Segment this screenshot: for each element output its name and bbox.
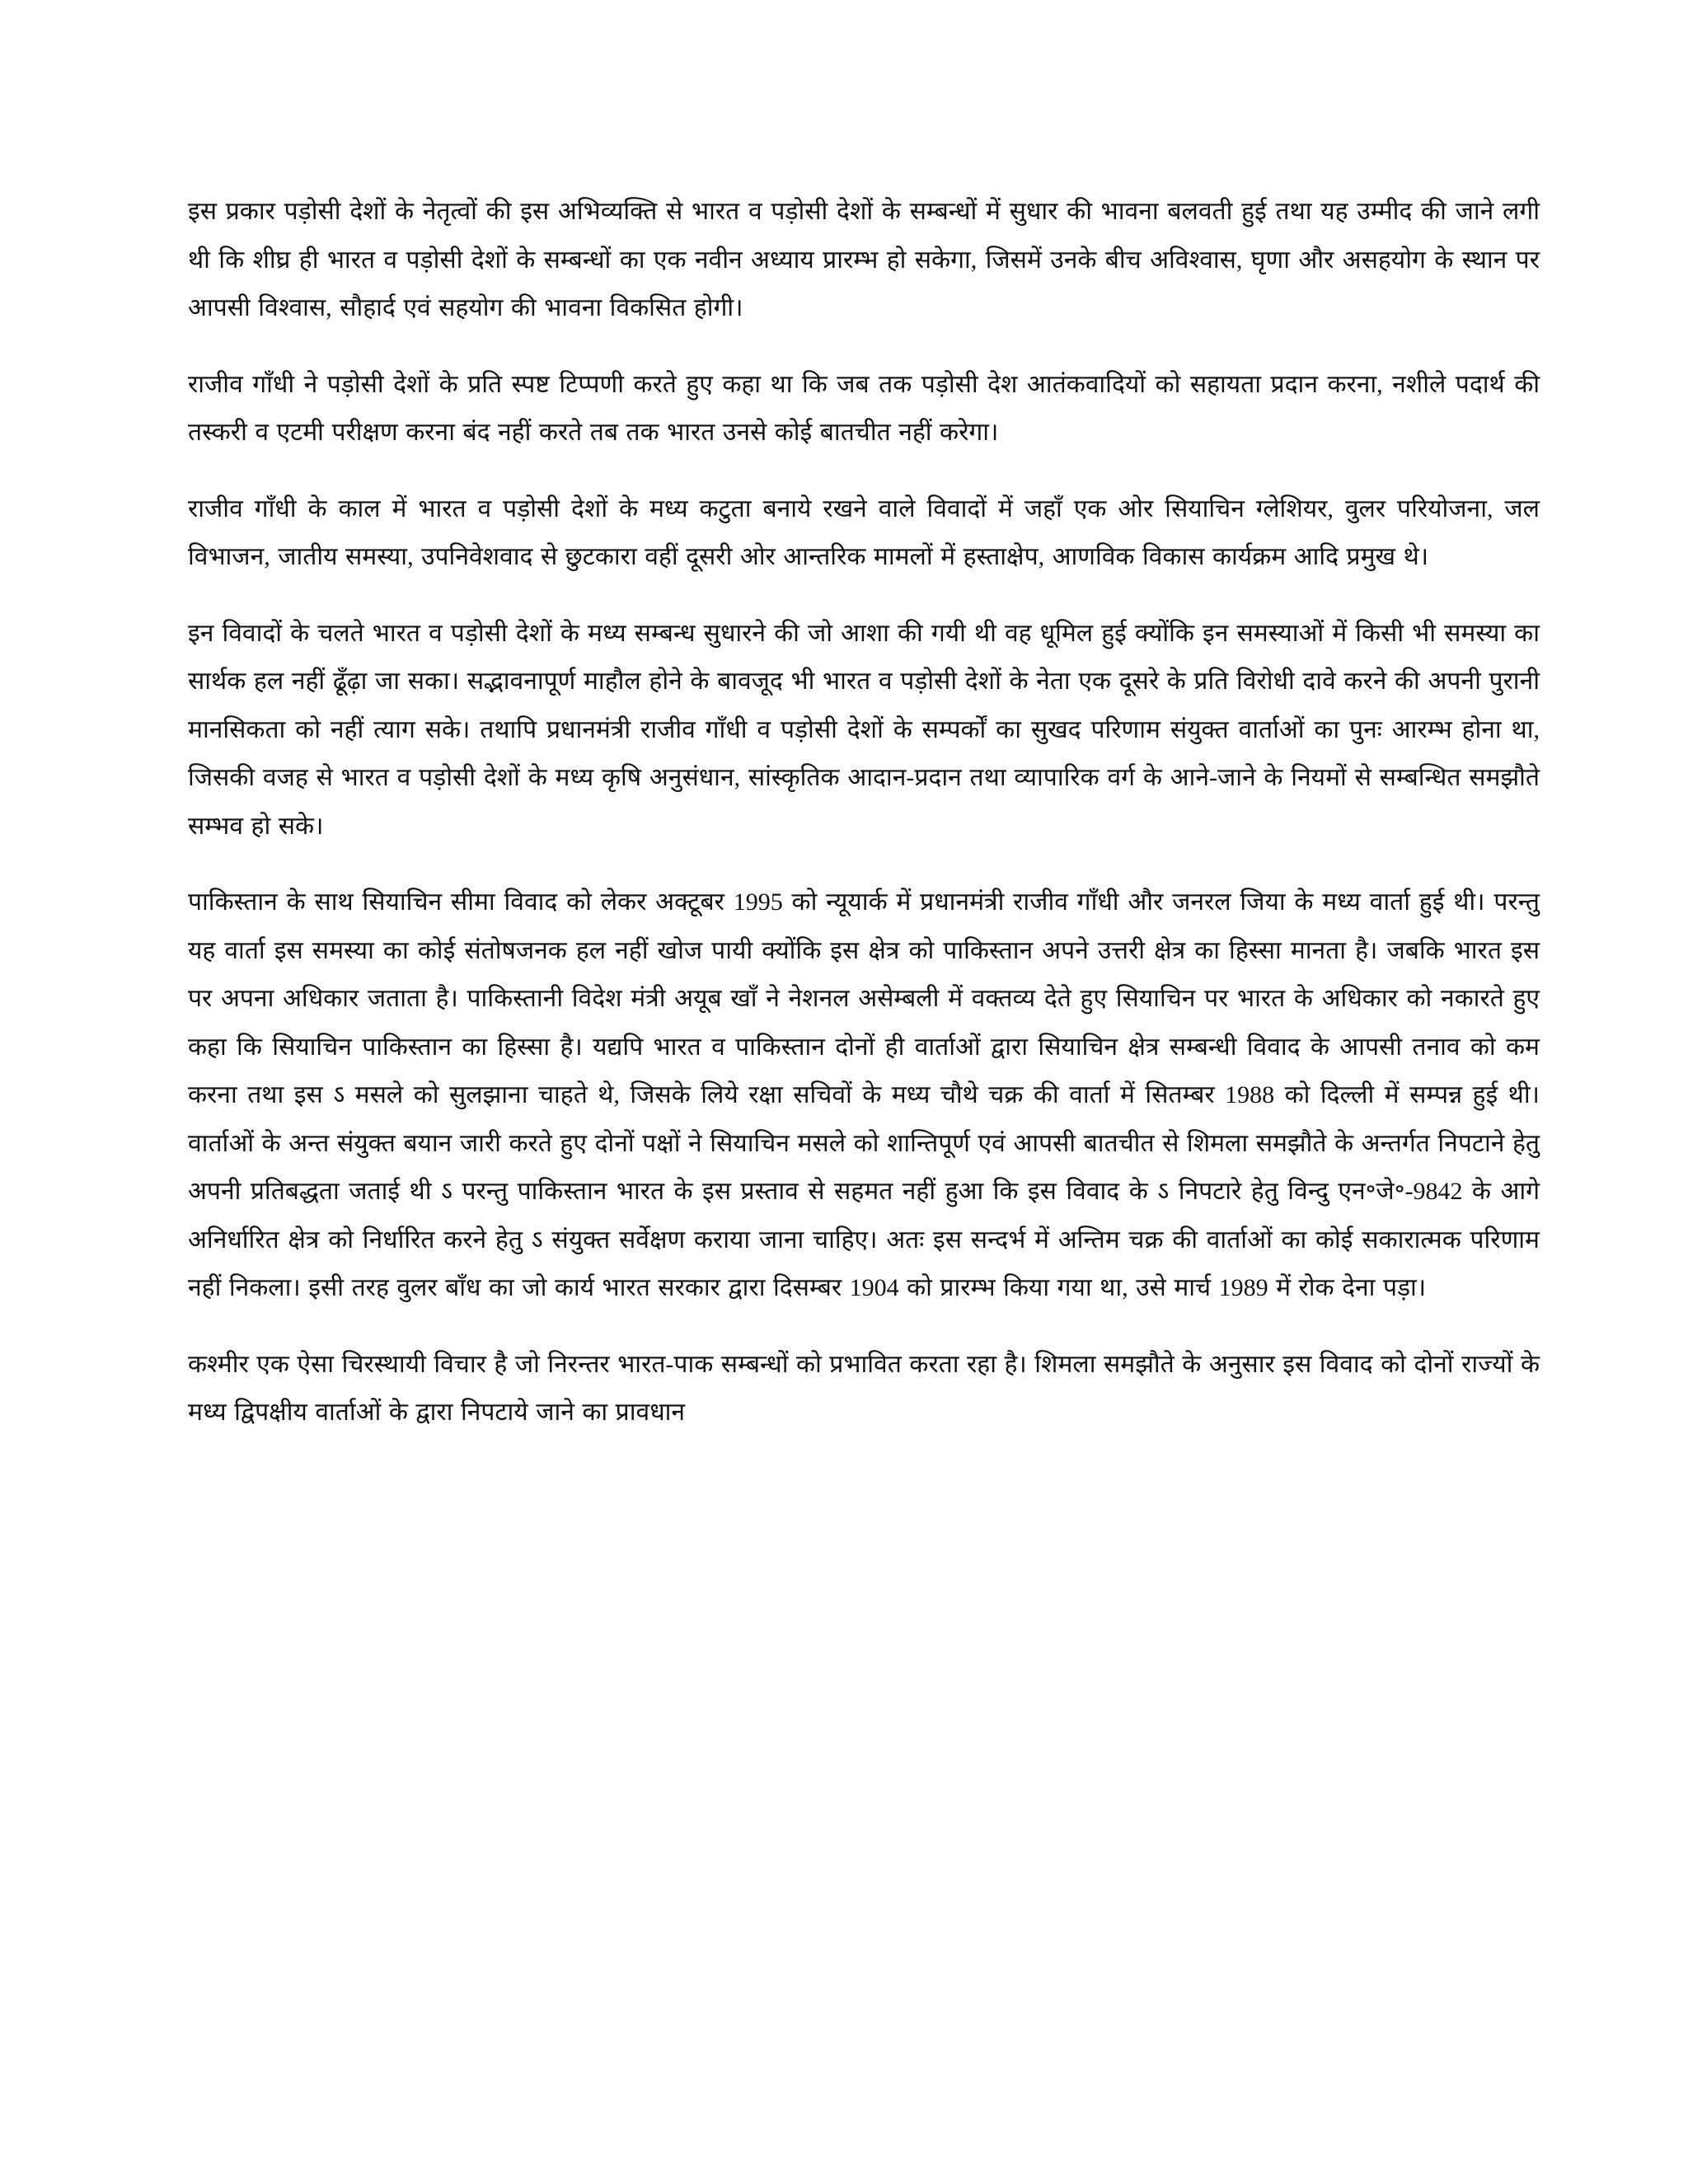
paragraph-3: राजीव गाँधी के काल में भारत व पड़ोसी देशों के मध्य कटुता बनाये रखने वाले विवादों में जहाँ एक ओर सियाचिन ग्लेशियर, वुलर परियोजना, जल विभाजन, जातीय समस्या, उपनिवेशवाद से छुटकारा वहीं दूसरी ओर आन्तरिक मामलों में हस्ताक्षेप, आणविक विकास कार्यक्रम आदि प्रमुख थे। [188, 494, 1540, 570]
document-text-body [188, 188, 1540, 1437]
paragraph-5: पाकिस्तान के साथ सियाचिन सीमा विवाद को लेकर अक्टूबर 1995 को न्यूयार्क में प्रधानमंत्री राजीव गाँधी और जनरल जिया के मध्य वार्ता हुई थी। परन्तु यह वार्ता इस समस्या का कोई संतोषजनक हल नहीं खोज पायी क्योंकि इस क्षेत्र को पाकिस्तान अपने उत्तरी क्षेत्र का हिस्सा मानता है। जबकि भारत इस पर अपना अधिकार जताता है। पाकिस्तानी विदेश मंत्री अयूब खाँ ने नेशनल असेम्बली में वक्तव्य देते हुए सियाचिन पर भारत के अधिकार को नकारते हुए कहा कि सियाचिन पाकिस्तान का हिस्सा है। यद्यपि भारत व पाकिस्तान दोनों ही वार्ताओं द्वारा सियाचिन क्षेत्र सम्बन्धी विवाद के आपसी तनाव को कम करना तथा इस ऽ मसले को सुलझाना चाहते थे, जिसके लिये रक्षा सचिवों के मध्य चौथे चक्र की वार्ता में सितम्बर 1988 को दिल्ली में सम्पन्न हुई थी। वार्ताओं के अन्त संयुक्त बयान जारी करते हुए दोनों पक्षों ने सियाचिन मसले को शान्तिपूर्ण एवं आपसी बातचीत से शिमला समझौते के अन्तर्गत निपटाने हेतु अपनी प्रतिबद्धता जताई थी ऽ परन्तु पाकिस्तान भारत के इस प्रस्ताव से सहमत नहीं हुआ कि इस विवाद के ऽ निपटारे हेतु विन्दु एन॰जे॰-9842 के आगे अनिर्धारित क्षेत्र को निर्धारित करने हेतु ऽ संयुक्त सर्वेक्षण कराया जाना चाहिए। अतः इस सन्दर्भ में अन्तिम चक्र की वार्ताओं का कोई सकारात्मक परिणाम नहीं निकला। इसी तरह वुलर बाँध का जो कार्य भारत सरकार द्वारा दिसम्बर 1904 को प्रारम्भ किया गया था, उसे मार्च 1989 में रोक देना पड़ा। [188, 888, 1540, 1301]
paragraph-6: कश्मीर एक ऐसा चिरस्थायी विचार है जो निरन्तर भारत-पाक सम्बन्धों को प्रभावित करता रहा है। शिमला समझौते के अनुसार इस विवाद को दोनों राज्यों के मध्य द्विपक्षीय वार्ताओं के द्वारा निपटाये जाने का प्रावधान [188, 1350, 1540, 1426]
paragraph-2: राजीव गाँधी ने पड़ोसी देशों के प्रति स्पष्ट टिप्पणी करते हुए कहा था कि जब तक पड़ोसी देश आतंकवादियों को सहायता प्रदान करना, नशीले पदार्थ की तस्करी व एटमी परीक्षण करना बंद नहीं करते तब तक भारत उनसे कोई बातचीत नहीं करेगा। [188, 370, 1540, 446]
paragraph-4: इन विवादों के चलते भारत व पड़ोसी देशों के मध्य सम्बन्ध सुधारने की जो आशा की गयी थी वह धूमिल हुई क्योंकि इन समस्याओं में किसी भी समस्या का सार्थक हल नहीं ढूँढ़ा जा सका। सद्भावनापूर्ण माहौल होने के बावजूद भी भारत व पड़ोसी देशों के नेता एक दूसरे के प्रति विरोधी दावे करने की अपनी पुरानी मानसिकता को नहीं त्याग सके। तथापि प्रधानमंत्री राजीव गाँधी व पड़ोसी देशों के सम्पर्कों का सुखद परिणाम संयुक्त वार्ताओं का पुनः आरम्भ होना था, जिसकी वजह से भारत व पड़ोसी देशों के मध्य कृषि अनुसंधान, सांस्कृतिक आदान-प्रदान तथा व्यापारिक वर्ग के आने-जाने के नियमों से सम्बन्धित समझौते सम्भव हो सके। [188, 619, 1540, 840]
paragraph-1: इस प्रकार पड़ोसी देशों के नेतृत्वों की इस अभिव्यक्ति से भारत व पड़ोसी देशों के सम्बन्धों में सुधार की भावना बलवती हुई तथा यह उम्मीद की जाने लगी थी कि शीघ्र ही भारत व पड़ोसी देशों के सम्बन्धों का एक नवीन अध्याय प्रारम्भ हो सकेगा, जिसमें उनके बीच अविश्वास, घृणा और असहयोग के स्थान पर आपसी विश्वास, सौहार्द एवं सहयोग की भावना विकसित होगी। [188, 198, 1540, 321]
